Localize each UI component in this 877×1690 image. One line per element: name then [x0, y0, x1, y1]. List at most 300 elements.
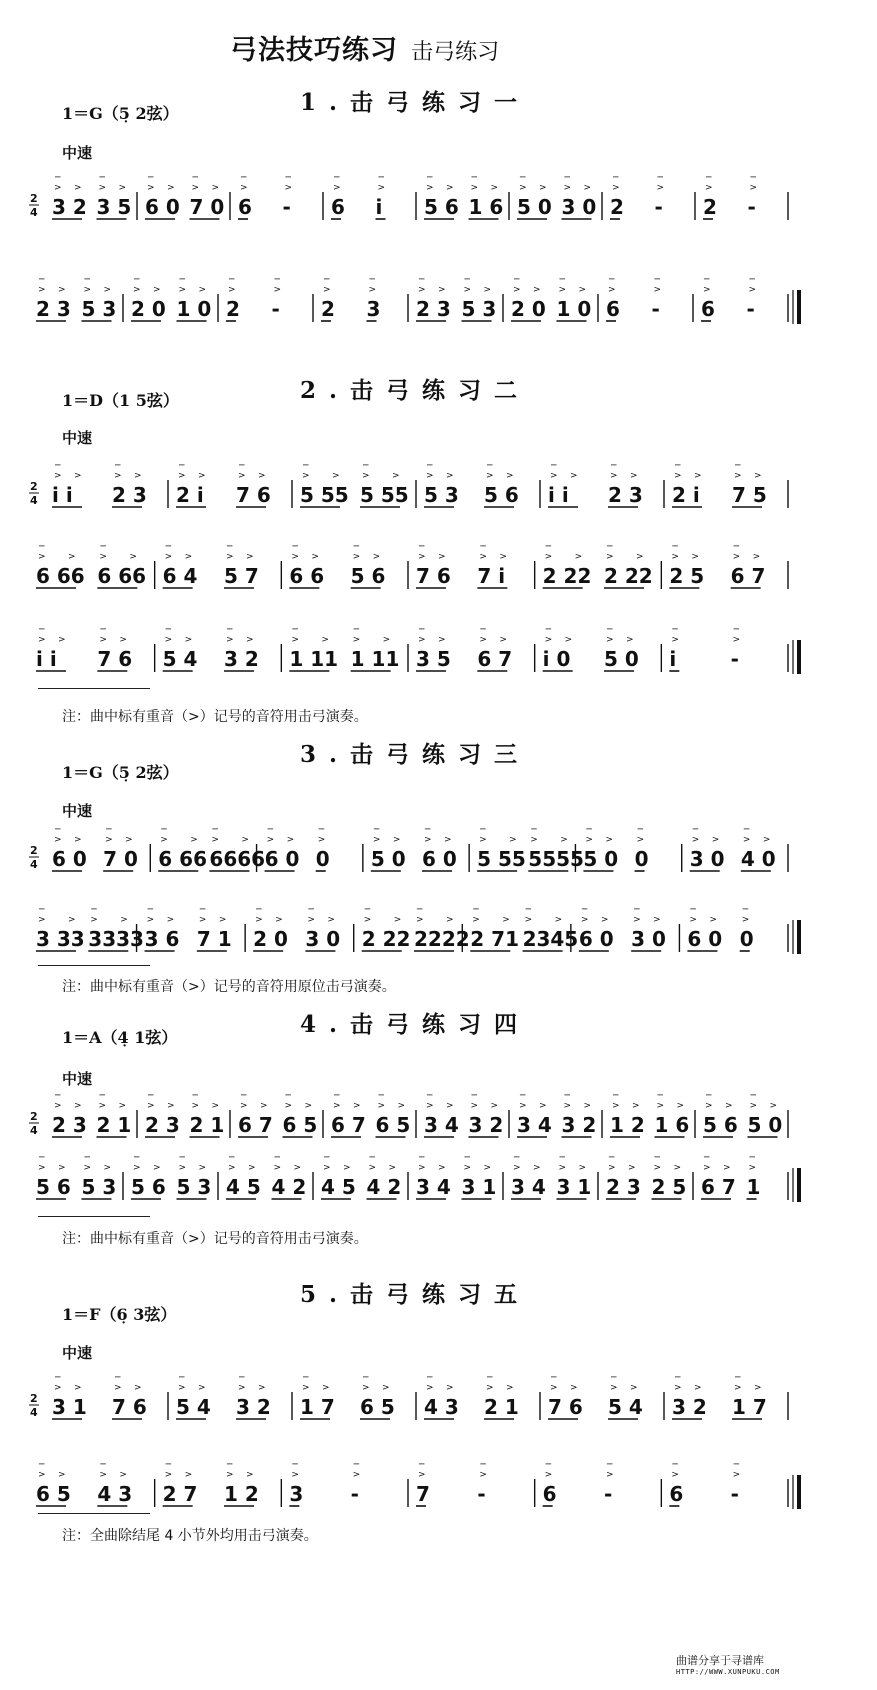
score-line-svg: [0, 820, 877, 880]
accent-mark: >: [260, 1101, 268, 1111]
accent-mark: >: [218, 915, 227, 925]
fingering-mark: ─: [551, 461, 557, 471]
note-group: 6 6: [289, 564, 325, 588]
accent-mark: >: [558, 285, 567, 295]
fingering-mark: ─: [514, 275, 520, 285]
accent-mark: >: [479, 635, 487, 645]
score-line-svg: [0, 537, 877, 597]
accent-mark: >: [600, 915, 609, 925]
accent-mark: >: [554, 915, 563, 925]
note-group: 2 3: [112, 483, 147, 507]
accent-mark: >: [323, 285, 331, 295]
note-group: 6 7: [730, 564, 766, 588]
accent-mark: >: [732, 1470, 741, 1480]
note-group: 6 0: [578, 927, 614, 951]
note-group: 7 6: [236, 483, 271, 507]
fingering-mark: ─: [239, 461, 245, 471]
fingering-mark: ─: [199, 905, 206, 915]
accent-mark: >: [671, 1470, 679, 1480]
note-group: 5 3: [81, 1175, 117, 1199]
fingering-mark: ─: [324, 275, 330, 285]
accent-mark: >: [382, 1383, 390, 1393]
accent-mark: >: [103, 285, 112, 295]
fingering-mark: ─: [609, 275, 615, 285]
score-line: [0, 1368, 877, 1428]
accent-mark: >: [178, 285, 187, 295]
note-group: 3333: [88, 927, 144, 951]
note-group: 3: [366, 297, 381, 321]
accent-mark: >: [368, 1163, 377, 1173]
note-group: 3: [289, 1482, 304, 1506]
accent-mark: >: [506, 471, 514, 481]
note-group: 6: [701, 297, 715, 321]
fingering-mark: ─: [324, 1153, 330, 1163]
fingering-mark: ─: [742, 905, 749, 915]
note-group: 2345: [522, 927, 579, 951]
note-group: 3 0: [631, 927, 666, 951]
fingering-mark: ─: [419, 1460, 425, 1470]
note-group: 4 0: [740, 847, 776, 871]
accent-mark: >: [418, 552, 426, 562]
note-group: 2 71: [470, 927, 520, 951]
note-group: 2222: [414, 927, 470, 951]
score-line: [0, 537, 877, 597]
accent-mark: >: [352, 552, 361, 562]
time-signature-top: 2: [30, 480, 38, 493]
note-group: 3 2: [468, 1113, 504, 1137]
note-group: 2 i: [176, 483, 204, 507]
accent-mark: >: [732, 635, 741, 645]
accent-mark: >: [134, 1383, 142, 1393]
fingering-mark: ─: [750, 173, 756, 183]
note-group: 2 5: [651, 1175, 687, 1199]
accent-mark: >: [332, 471, 340, 481]
accent-mark: >: [327, 915, 335, 925]
note-group: 6666: [209, 847, 266, 871]
fingering-mark: ─: [654, 1153, 660, 1163]
accent-mark: >: [519, 1101, 527, 1111]
accent-mark: >: [38, 285, 46, 295]
fingering-mark: ─: [581, 905, 588, 915]
accent-mark: >: [322, 1383, 330, 1393]
accent-mark: >: [703, 285, 711, 295]
note-group: 6 7: [477, 647, 513, 671]
note-group: 6 0: [422, 847, 457, 871]
accent-mark: >: [190, 835, 198, 845]
fingering-mark: ─: [607, 1460, 613, 1470]
accent-mark: >: [426, 183, 434, 193]
fingering-mark: ─: [353, 542, 360, 552]
key-signature: 1＝D（1 5弦）: [62, 391, 179, 410]
note-group: 2 0: [131, 297, 166, 321]
fingering-mark: ─: [55, 461, 61, 471]
accent-mark: >: [612, 183, 620, 193]
tempo-marking: 中速: [62, 1070, 93, 1088]
tempo-marking: 中速: [62, 144, 93, 162]
accent-mark: >: [352, 635, 361, 645]
footnote-text: 注：曲中标有重音（>）记号的音符用原位击弓演奏。: [62, 979, 396, 995]
fingering-mark: ─: [353, 1460, 360, 1470]
accent-mark: >: [191, 1101, 200, 1111]
accent-mark: >: [83, 1163, 92, 1173]
accent-mark: >: [585, 835, 593, 845]
page-title-block: [230, 28, 499, 67]
fingering-mark: ─: [55, 1091, 61, 1101]
fingering-mark: ─: [285, 173, 291, 183]
fingering-mark: ─: [750, 1091, 756, 1101]
accent-mark: >: [748, 285, 757, 295]
accent-mark: >: [418, 1470, 426, 1480]
accent-mark: >: [530, 835, 538, 845]
fingering-mark: ─: [672, 1460, 678, 1470]
accent-mark: >: [673, 1163, 682, 1173]
accent-mark: >: [524, 915, 533, 925]
fingering-mark: ─: [241, 173, 247, 183]
note-group: 1: [746, 1175, 761, 1199]
accent-mark: >: [392, 471, 400, 481]
note-group: 5 3: [176, 1175, 212, 1199]
accent-mark: >: [605, 835, 613, 845]
fingering-mark: ─: [675, 1373, 681, 1383]
accent-mark: >: [178, 471, 186, 481]
fingering-mark: ─: [161, 825, 167, 835]
tempo-marking: 中速: [62, 802, 93, 820]
accent-mark: >: [438, 552, 446, 562]
fingering-mark: ─: [613, 173, 619, 183]
note-group: 3 33: [36, 927, 85, 951]
note-group: 5 0: [604, 647, 639, 671]
accent-mark: >: [184, 635, 193, 645]
fingering-mark: ─: [229, 275, 235, 285]
fingering-mark: ─: [192, 1091, 198, 1101]
score-line: [0, 456, 877, 516]
note-group: 3 4: [517, 1113, 552, 1137]
fingering-mark: ─: [427, 173, 433, 183]
accent-mark: >: [653, 915, 661, 925]
fingering-mark: ─: [373, 825, 380, 835]
fingering-mark: ─: [735, 1373, 741, 1383]
fingering-mark: ─: [733, 1460, 740, 1470]
fingering-mark: ─: [609, 1153, 615, 1163]
note-group: 7 0: [103, 847, 138, 871]
page-title: 弓法技巧练习: [230, 35, 398, 66]
accent-mark: >: [118, 1101, 127, 1111]
accent-mark: >: [691, 835, 700, 845]
accent-mark: >: [509, 835, 517, 845]
fingering-mark: ─: [274, 275, 280, 285]
accent-mark: >: [563, 1101, 572, 1111]
accent-mark: >: [184, 552, 193, 562]
note-group: 5 3: [461, 297, 497, 321]
note-group: 5 6: [131, 1175, 166, 1199]
accent-mark: >: [499, 635, 507, 645]
note-group: 4 2: [366, 1175, 402, 1199]
accent-mark: >: [608, 285, 616, 295]
note-group: 6: [669, 1482, 684, 1506]
note-group: 2 3: [416, 297, 451, 321]
note-group: 2 22: [361, 927, 411, 951]
fingering-mark: ─: [425, 825, 431, 835]
accent-mark: >: [578, 285, 587, 295]
note-group: 5 0: [370, 847, 406, 871]
accent-mark: >: [38, 635, 46, 645]
note-group: -: [747, 195, 756, 219]
fingering-mark: ─: [473, 905, 479, 915]
accent-mark: >: [393, 915, 402, 925]
accent-mark: >: [98, 183, 107, 193]
accent-mark: >: [606, 552, 614, 562]
note-group: 2 3: [145, 1113, 180, 1137]
fingering-mark: ─: [545, 1460, 552, 1470]
accent-mark: >: [368, 285, 377, 295]
fingering-mark: ─: [303, 1373, 309, 1383]
accent-mark: >: [246, 1470, 254, 1480]
fingering-mark: ─: [91, 905, 97, 915]
fingering-mark: ─: [607, 625, 613, 635]
accent-mark: >: [258, 471, 266, 481]
score-line-svg: [0, 900, 877, 960]
note-group: 6 66: [36, 564, 85, 588]
fingering-mark: ─: [487, 1373, 493, 1383]
note-group: 2 0: [253, 927, 288, 951]
score-line-svg: [0, 1368, 877, 1428]
fingering-mark: ─: [256, 905, 262, 915]
accent-mark: >: [610, 1383, 618, 1393]
accent-mark: >: [583, 183, 592, 193]
score-line: [0, 900, 877, 960]
fingering-mark: ─: [545, 542, 552, 552]
accent-mark: >: [653, 285, 662, 295]
note-group: 1 11: [350, 647, 400, 671]
note-group: 2: [610, 195, 624, 219]
accent-mark: >: [98, 1101, 107, 1111]
accent-mark: >: [99, 552, 107, 562]
note-group: 2: [321, 297, 335, 321]
key-signature: 1＝F（6̣ 3弦）: [62, 1305, 177, 1324]
note-group: 6 7: [701, 1175, 736, 1199]
fingering-mark: ─: [586, 825, 592, 835]
accent-mark: >: [563, 183, 572, 193]
note-group: i 0: [542, 647, 571, 671]
fingering-mark: ─: [613, 1091, 619, 1101]
fingering-mark: ─: [675, 461, 681, 471]
accent-mark: >: [544, 1470, 553, 1480]
accent-mark: >: [153, 1163, 161, 1173]
accent-mark: >: [54, 835, 62, 845]
accent-mark: >: [211, 1101, 220, 1111]
note-group: -: [477, 1482, 486, 1506]
fingering-mark: ─: [471, 173, 477, 183]
accent-mark: >: [246, 552, 254, 562]
accent-mark: >: [211, 183, 220, 193]
note-group: 4 3: [424, 1395, 459, 1419]
accent-mark: >: [147, 1101, 155, 1111]
score-line-svg: [0, 456, 877, 516]
fingering-mark: ─: [564, 173, 570, 183]
fingering-mark: ─: [559, 1153, 565, 1163]
fingering-mark: ─: [706, 173, 712, 183]
note-group: 7 0: [189, 195, 225, 219]
note-group: i: [669, 647, 677, 671]
fingering-mark: ─: [318, 825, 325, 835]
accent-mark: >: [167, 183, 175, 193]
note-group: 6 66: [158, 847, 208, 871]
note-group: 5 55: [360, 483, 409, 507]
note-group: 6 0: [52, 847, 87, 871]
accent-mark: >: [307, 915, 315, 925]
accent-mark: >: [119, 635, 127, 645]
accent-mark: >: [544, 552, 553, 562]
note-group: 5 0: [583, 847, 619, 871]
accent-mark: >: [513, 285, 521, 295]
note-group: 6: [238, 195, 252, 219]
accent-mark: >: [519, 183, 527, 193]
note-group: 6 5: [282, 1113, 318, 1137]
time-signature-bottom: 4: [30, 206, 38, 219]
accent-mark: >: [74, 1383, 82, 1393]
note-group: 4 3: [97, 1482, 133, 1506]
accent-mark: >: [630, 1383, 638, 1393]
note-group: -: [271, 297, 280, 321]
accent-mark: >: [211, 835, 219, 845]
fingering-mark: ─: [480, 625, 486, 635]
note-group: 3 6: [144, 927, 180, 951]
accent-mark: >: [286, 835, 295, 845]
fingering-mark: ─: [672, 542, 678, 552]
score-line: [0, 1455, 877, 1515]
fingering-mark: ─: [692, 825, 699, 835]
note-group: 7 6: [112, 1395, 147, 1419]
accent-mark: >: [463, 1163, 472, 1173]
accent-mark: >: [479, 835, 487, 845]
note-group: 2: [226, 297, 240, 321]
fingering-mark: ─: [657, 173, 663, 183]
fingering-mark: ─: [229, 1153, 235, 1163]
exercise-title: 4.击弓练习四: [300, 1011, 531, 1038]
accent-mark: >: [470, 183, 479, 193]
fingering-mark: ─: [611, 461, 617, 471]
accent-mark: >: [490, 183, 499, 193]
fingering-mark: ─: [369, 1153, 375, 1163]
fingering-mark: ─: [241, 1091, 247, 1101]
fingering-mark: ─: [39, 542, 45, 552]
accent-mark: >: [418, 635, 426, 645]
accent-mark: >: [133, 285, 141, 295]
note-group: 7 6: [97, 647, 133, 671]
accent-mark: >: [333, 1101, 341, 1111]
accent-mark: >: [612, 1101, 620, 1111]
accent-mark: >: [198, 285, 207, 295]
accent-mark: >: [741, 915, 750, 925]
accent-mark: >: [550, 471, 558, 481]
final-barline-thick: [797, 640, 801, 674]
fingering-mark: ─: [749, 275, 755, 285]
fingering-mark: ─: [115, 461, 121, 471]
note-group: 2 3: [36, 297, 71, 321]
accent-mark: >: [416, 915, 424, 925]
accent-mark: >: [446, 1383, 454, 1393]
accent-mark: >: [499, 552, 507, 562]
accent-mark: >: [114, 1383, 122, 1393]
fingering-mark: ─: [654, 275, 660, 285]
note-group: 3 2: [224, 647, 259, 671]
fingering-mark: ─: [637, 825, 643, 835]
fingering-mark: ─: [427, 461, 433, 471]
accent-mark: >: [470, 1101, 479, 1111]
accent-mark: >: [228, 1163, 236, 1173]
note-group: 5555: [528, 847, 584, 871]
fingering-mark: ─: [427, 1373, 433, 1383]
fingering-mark: ─: [733, 625, 740, 635]
note-group: i: [375, 195, 383, 219]
accent-mark: >: [125, 835, 133, 845]
accent-mark: >: [198, 1383, 206, 1393]
accent-mark: >: [164, 1470, 173, 1480]
tempo-marking: 中速: [62, 429, 93, 447]
note-group: i i: [548, 483, 569, 507]
accent-mark: >: [120, 915, 128, 925]
accent-mark: >: [258, 1383, 266, 1393]
accent-mark: >: [99, 1470, 107, 1480]
accent-mark: >: [742, 835, 751, 845]
accent-mark: >: [291, 1470, 299, 1480]
accent-mark: >: [58, 285, 66, 295]
note-group: 2 i: [672, 483, 700, 507]
note-group: -: [350, 1482, 359, 1506]
note-group: 5 6: [703, 1113, 738, 1137]
accent-mark: >: [248, 1163, 256, 1173]
fingering-mark: ─: [99, 1091, 105, 1101]
accent-mark: >: [198, 471, 206, 481]
accent-mark: >: [291, 635, 299, 645]
fingering-mark: ─: [427, 1091, 433, 1101]
accent-mark: >: [255, 915, 263, 925]
fingering-mark: ─: [308, 905, 314, 915]
accent-mark: >: [490, 1101, 499, 1111]
note-group: -: [604, 1482, 613, 1506]
exercise-title: 5.击弓练习五: [300, 1281, 531, 1308]
fingering-mark: ─: [514, 1153, 520, 1163]
fingering-mark: ─: [179, 1373, 185, 1383]
accent-mark: >: [703, 1163, 711, 1173]
accent-mark: >: [570, 1383, 578, 1393]
accent-mark: >: [653, 1163, 662, 1173]
score-line: [0, 1148, 877, 1208]
accent-mark: >: [321, 635, 329, 645]
accent-mark: >: [560, 835, 568, 845]
fingering-mark: ─: [480, 542, 486, 552]
fingering-mark: ─: [480, 1460, 486, 1470]
note-group: 7 i: [477, 564, 506, 588]
note-group: 6: [606, 297, 620, 321]
note-group: 6 0: [145, 195, 180, 219]
final-barline-thick: [797, 290, 801, 324]
accent-mark: >: [58, 1163, 66, 1173]
note-group: 6 0: [264, 847, 300, 871]
accent-mark: >: [83, 285, 92, 295]
accent-mark: >: [754, 471, 762, 481]
accent-mark: >: [691, 552, 699, 562]
fingering-mark: ─: [39, 625, 45, 635]
note-group: 5 55: [477, 847, 526, 871]
accent-mark: >: [74, 835, 82, 845]
note-group: 3 5: [96, 195, 132, 219]
accent-mark: >: [671, 635, 679, 645]
watermark: [676, 1652, 780, 1676]
note-group: 6 5: [360, 1395, 395, 1419]
accent-mark: >: [323, 1163, 331, 1173]
accent-mark: >: [483, 1163, 492, 1173]
